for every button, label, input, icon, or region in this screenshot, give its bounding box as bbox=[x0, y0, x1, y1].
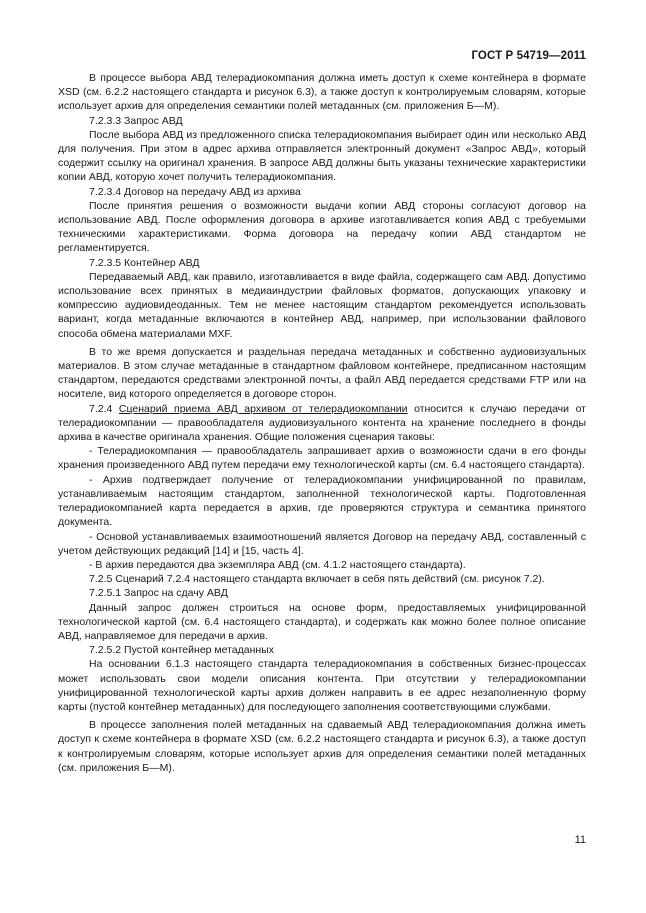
list-item: - Архив подтверждает получение от телерадиокомпании унифицированной по правилам, устанавливаемым настоящим стандартом, заполненной технологической карты. Подготовленная телерадиокомпанией карта передается в архив, где проверяются структура и семантика принятого документа. bbox=[58, 473, 586, 529]
scenario-number: 7.2.4 bbox=[89, 402, 113, 415]
paragraph: После выбора АВД из предложенного списка телерадиокомпания выбирает один или несколько АВД для получения. При этом в адрес архива отправляется электронный документ «Запрос АВД», который содержит ссылку на оригинал хранения. В запросе АВД должны быть указаны технические характеристики копии АВД, которую хочет получить телерадиокомпания. bbox=[58, 128, 586, 184]
paragraph: В процессе заполнения полей метаданных на сдаваемый АВД телерадиокомпания должна иметь доступ к схеме контейнера в формате XSD (см. 6.2.2 настоящего стандарта и рисунок 6.3), а также доступ к контролируемым словарям, которые использует архив для определения семантики полей метаданных (см. приложения Б—М). bbox=[58, 719, 586, 774]
list-item: - В архив передаются два экземпляра АВД (см. 4.1.2 настоящего стандарта). bbox=[89, 558, 466, 571]
page-number: 11 bbox=[574, 834, 586, 846]
section-heading: 7.2.3.5 Контейнер АВД bbox=[89, 256, 200, 269]
scenario-paragraph bbox=[58, 402, 586, 445]
paragraph: После принятия решения о возможности выдачи копии АВД стороны согласуют договор на использование АВД. После оформления договора в архиве изготавливается копия АВД с требуемыми техническими характеристиками. Форма договора на передачу копии АВД стандартом не регламентируется. bbox=[58, 199, 586, 255]
scenario-text: относится к случаю передачи от телерадиокомпании — правообладателя аудиовизуального контента на хранение последнего в фонды архива в качестве оригинала хранения. Общие положения сценария таковы: bbox=[58, 402, 586, 444]
paragraph: Данный запрос должен строиться на основе форм, предоставляемых унифицированной технологической картой (см. 6.4 настоящего стандарта), и содержать как можно более полное описание АВД, направляемое для передачи в архив. bbox=[58, 601, 586, 642]
paragraph: 7.2.5 Сценарий 7.2.4 настоящего стандарта включает в себя пять действий (см. рисунок 7.2). bbox=[89, 573, 545, 586]
paragraph: В процессе выбора АВД телерадиокомпания должна иметь доступ к схеме контейнера в формате XSD (см. 6.2.2 настоящего стандарта и рисунок 6.3), а также доступ к контролируемым словарям, которые использует архив для определения семантики полей метаданных (см. приложения Б—М). bbox=[58, 72, 586, 113]
scenario-title: Сценарий приема АВД архивом от телерадиокомпании bbox=[118, 402, 408, 415]
list-item: - Основой устанавливаемых взаимоотношений является Договор на передачу АВД, составленный с учетом действующих редакций [14] и [15, часть 4]. bbox=[58, 530, 586, 557]
section-heading: 7.2.3.3 Запрос АВД bbox=[89, 114, 183, 127]
document-body bbox=[58, 71, 586, 775]
paragraph: На основании 6.1.3 настоящего стандарта телерадиокомпания в собственных бизнес-процессах может использовать свои модели описания контента. При отсутствии у телерадиокомпании унифицированной технологической карты архив должен направить в ее адрес незаполненную форму карты (пустой контейнер метаданных) для последующего заполнения соответствующими службами. bbox=[58, 658, 586, 713]
paragraph: Передаваемый АВД, как правило, изготавливается в виде файла, содержащего сам АВД. Допустимо использование всех принятых в медиаиндустрии файловых форматов, допускающих упаковку и компрессию аудиовидеоданных. Тем не менее настоящим стандартом рекомендуется использовать вариант, когда метаданные включаются в контейнер АВД, например, при использовании файлового способа обмена материалами MXF. bbox=[58, 270, 586, 340]
section-heading: 7.2.3.4 Договор на передачу АВД из архива bbox=[89, 185, 301, 198]
list-item: - Телерадиокомпания — правообладатель запрашивает архив о возможности сдачи в его фонды хранения произведенного АВД путем передачи ему технологической карты (см. 6.4 настоящего стандарта). bbox=[58, 445, 586, 472]
section-heading: 7.2.5.1 Запрос на сдачу АВД bbox=[89, 587, 228, 600]
section-heading: 7.2.5.2 Пустой контейнер метаданных bbox=[89, 644, 275, 657]
paragraph: В то же время допускается и раздельная передача метаданных и собственно аудиовизуальных материалов. В этом случае метаданные в стандартном файловом контейнере, предписанном настоящим стандартом, передаются средствами электронной почты, а файл АВД передается средствами FTP или на носителе, вид которого определяется в договоре сторон. bbox=[58, 345, 586, 401]
standard-header: ГОСТ Р 54719—2011 bbox=[471, 50, 586, 62]
